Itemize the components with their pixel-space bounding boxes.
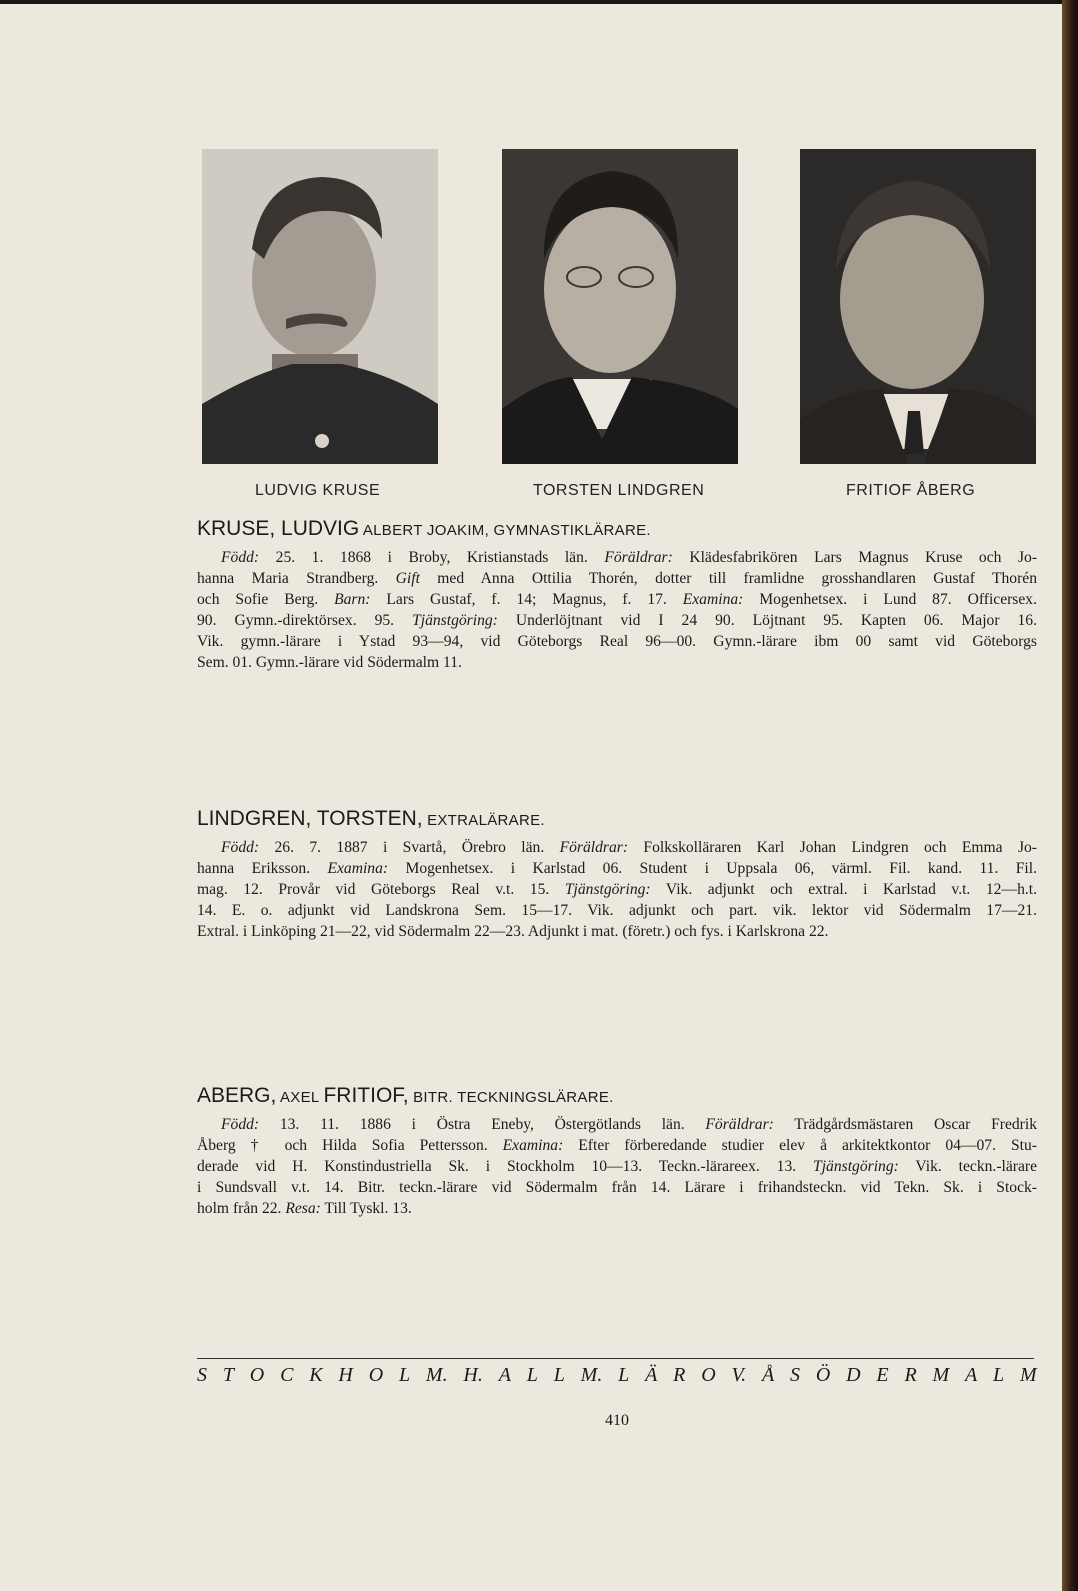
text-line — [197, 568, 1037, 589]
entry-name: LINDGREN, TORSTEN, — [197, 807, 423, 830]
footer-glyph: H — [338, 1364, 353, 1386]
footer-glyph: D — [846, 1364, 861, 1386]
field-text: Vik. gymn.-lärare i Ystad 93—94, vid Göteborgs Real 96—00. Gymn.-lärare ibm 00 samt vid Göteborgs — [197, 633, 1037, 650]
field-label: Föräldrar: — [559, 839, 629, 856]
biography-entry-aberg — [197, 1084, 1037, 1219]
field-text: Åberg † och Hilda Sofia Pettersson. — [197, 1137, 503, 1154]
field-text: mag. 12. Provår vid Göteborgs Real v.t. 15. — [197, 881, 565, 898]
portrait-image — [502, 149, 738, 464]
field-label: Född: — [221, 1116, 260, 1133]
entry-body — [197, 1114, 1037, 1219]
footer-glyph: O — [368, 1364, 384, 1386]
field-label: Tjänstgöring: — [412, 612, 498, 629]
field-text: Vik. adjunkt och extral. i Karlstad v.t. 12—h.t. — [650, 881, 1037, 898]
field-text: Sem. 01. Gymn.-lärare vid Södermalm 11. — [197, 654, 462, 671]
field-text: 13. 11. 1886 i Östra Eneby, Östergötlands län. — [259, 1116, 706, 1133]
field-text: Mogenhetsex. i Karlstad 06. Student i Uppsala 06, värml. Fil. kand. 11. Fil. — [388, 860, 1037, 877]
footer-glyph: Å — [761, 1364, 775, 1386]
field-text: Folkskolläraren Karl Johan Lindgren och Emma Jo- — [628, 839, 1038, 856]
field-label: Gift — [395, 570, 420, 587]
entry-title: ALBERT JOAKIM, GYMNASTIKLÄRARE. — [359, 522, 651, 539]
field-label: Tjänstgöring: — [813, 1158, 899, 1175]
field-text: 90. Gymn.-direktörsex. 95. — [197, 612, 413, 629]
footer-glyph: Ö — [815, 1364, 831, 1386]
text-line — [197, 1135, 1037, 1156]
biography-entry-kruse — [197, 517, 1037, 673]
text-line — [197, 858, 1037, 879]
footer-glyph: L — [618, 1364, 630, 1386]
text-line — [197, 921, 1037, 942]
footer-glyph: M. — [580, 1364, 603, 1386]
footer-glyph: R — [904, 1364, 917, 1386]
entry-heading — [197, 517, 1037, 541]
footer-glyph: M. — [425, 1364, 448, 1386]
text-line — [197, 1177, 1037, 1198]
footer-rule — [197, 1358, 1034, 1359]
field-label: Föräldrar: — [604, 549, 673, 566]
portrait-caption: LUDVIG KRUSE — [255, 482, 381, 499]
portrait-photo-kruse — [202, 149, 438, 464]
text-line — [197, 1198, 1037, 1219]
entry-name: ABERG, — [197, 1084, 277, 1107]
footer-glyph: K — [309, 1364, 323, 1386]
field-text: Underlöjtnant vid I 24 90. Löjtnant 95. Kapten 06. Major 16. — [497, 612, 1037, 629]
footer-glyph: E — [876, 1364, 889, 1386]
text-line — [197, 879, 1037, 900]
footer-glyph: M — [932, 1364, 950, 1386]
entry-body — [197, 547, 1037, 673]
field-text: hanna Maria Strandberg. — [197, 570, 396, 587]
field-text: Mogenhetsex. i Lund 87. Officersex. — [743, 591, 1037, 608]
field-label: Barn: — [334, 591, 371, 608]
portrait-image — [202, 149, 438, 464]
footer-glyph: S — [790, 1364, 800, 1386]
field-text: 14. E. o. adjunkt vid Landskrona Sem. 15—17. Vik. adjunkt och part. vik. lektor vid Södermalm 17—21. — [197, 902, 1037, 919]
portrait-photo-aberg — [800, 149, 1036, 464]
field-text: Extral. i Linköping 21—22, vid Södermalm 22—23. Adjunkt i mat. (företr.) och fys. i Karlskrona 22. — [197, 923, 829, 940]
field-text: 26. 7. 1887 i Svartå, Örebro län. — [259, 839, 560, 856]
field-label: Examina: — [502, 1137, 564, 1154]
portrait-caption: TORSTEN LINDGREN — [533, 482, 705, 499]
footer-glyph: L — [398, 1364, 411, 1386]
entry-title: EXTRALÄRARE. — [422, 812, 545, 829]
field-label: Född: — [221, 549, 260, 566]
entry-heading — [197, 1084, 1037, 1108]
footer-glyph: L — [993, 1364, 1005, 1386]
portrait-image — [800, 149, 1036, 464]
field-label: Examina: — [327, 860, 389, 877]
entry-title-part: BITR. TECKNINGSLÄRARE. — [408, 1089, 614, 1106]
footer-glyph: H. — [463, 1364, 483, 1386]
field-label: Född: — [221, 839, 260, 856]
entry-heading — [197, 807, 1037, 831]
field-text: Lars Gustaf, f. 14; Magnus, f. 17. — [370, 591, 683, 608]
field-text: i Sundsvall v.t. 14. Bitr. teckn.-lärare vid Södermalm från 14. Lärare i frihandsteckn. vid Tekn. Sk. i Stock- — [197, 1179, 1037, 1196]
running-footer — [197, 1364, 1037, 1387]
text-line — [197, 1114, 1037, 1135]
field-text: hanna Eriksson. — [197, 860, 328, 877]
entry-body — [197, 837, 1037, 942]
footer-glyph: O — [249, 1364, 265, 1386]
portrait-photo-lindgren — [502, 149, 738, 464]
field-text: 25. 1. 1868 i Broby, Kristianstads län. — [259, 549, 605, 566]
field-label: Föräldrar: — [705, 1116, 774, 1133]
footer-glyph: V. — [731, 1364, 747, 1386]
entry-name-part: FRITIOF, — [323, 1084, 409, 1107]
field-text: Till Tyskl. 13. — [320, 1200, 412, 1217]
text-line — [197, 837, 1037, 858]
text-line — [197, 631, 1037, 652]
text-line — [197, 589, 1037, 610]
footer-glyph: O — [701, 1364, 716, 1386]
footer-glyph: A — [498, 1364, 511, 1386]
field-label: Examina: — [682, 591, 744, 608]
page-number: 410 — [605, 1412, 629, 1429]
field-text: Trädgårdsmästaren Oscar Fredrik — [773, 1116, 1037, 1133]
field-text: holm från 22. — [197, 1200, 286, 1217]
biography-entry-lindgren — [197, 807, 1037, 942]
text-line — [197, 900, 1037, 921]
footer-glyph: M — [1019, 1364, 1037, 1386]
portrait-caption: FRITIOF ÅBERG — [846, 482, 976, 499]
document-page — [0, 4, 1062, 1591]
text-line — [197, 1156, 1037, 1177]
footer-glyph: L — [526, 1364, 538, 1386]
footer-glyph: R — [673, 1364, 686, 1386]
text-line — [197, 547, 1037, 568]
book-spine-edge — [1062, 0, 1078, 1591]
field-text: Vik. teckn.-lärare — [898, 1158, 1037, 1175]
field-text: och Sofie Berg. — [197, 591, 335, 608]
entry-name: KRUSE, LUDVIG — [197, 517, 360, 540]
field-label: Resa: — [285, 1200, 321, 1217]
footer-glyph: C — [280, 1364, 294, 1386]
field-text: Klädesfabrikören Lars Magnus Kruse och Jo- — [672, 549, 1038, 566]
field-text: med Anna Ottilia Thorén, dotter till framlidne grosshandlaren Gustaf Thorén — [419, 570, 1038, 587]
footer-glyph: T — [222, 1364, 234, 1386]
text-line — [197, 610, 1037, 631]
field-text: Efter förberedande studier elev å arkitektkontor 04—07. Stu- — [563, 1137, 1037, 1154]
field-label: Tjänstgöring: — [564, 881, 651, 898]
field-text: derade vid H. Konstindustriella Sk. i Stockholm 10—13. Teckn.-lärareex. 13. — [197, 1158, 814, 1175]
text-line — [197, 652, 1037, 673]
footer-glyph: A — [964, 1364, 978, 1386]
footer-glyph: S — [197, 1364, 207, 1386]
footer-glyph: Ä — [645, 1364, 658, 1386]
entry-title-part: AXEL — [276, 1089, 324, 1106]
footer-glyph: L — [553, 1364, 565, 1386]
